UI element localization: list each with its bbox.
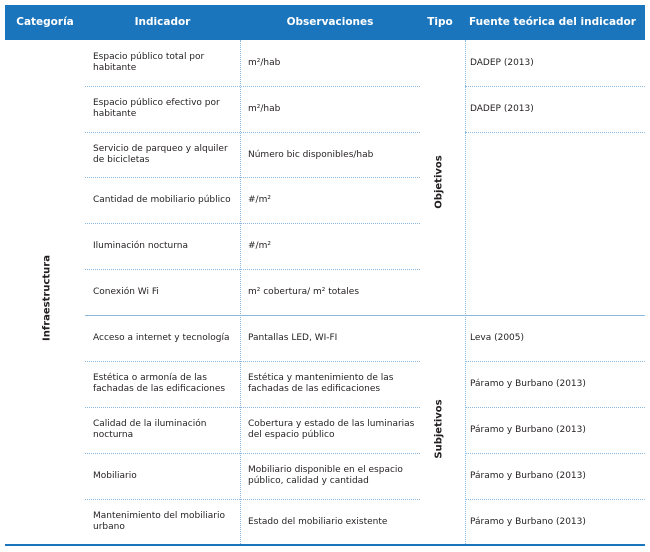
header-fuente: Fuente teórica del indicador [469, 16, 636, 28]
row-divider [85, 453, 420, 454]
table-header [5, 5, 645, 40]
row-divider [465, 453, 645, 454]
indicador-cell: Mantenimiento del mobiliario urbano [93, 511, 225, 532]
indicator-table [5, 5, 645, 545]
observaciones-cell: m²/hab [248, 103, 281, 114]
row-divider [465, 499, 645, 500]
header-observaciones: Observaciones [286, 16, 374, 28]
header-tipo: Tipo [427, 16, 453, 28]
observaciones-cell: Número bic disponibles/hab [248, 149, 374, 160]
row-divider [85, 132, 420, 133]
indicador-cell: Espacio público efectivo por habitante [93, 98, 220, 119]
fuente-cell: Páramo y Burbano (2013) [470, 470, 586, 481]
header-categoria: Categoría [16, 16, 74, 28]
row-divider [85, 223, 420, 224]
row-divider [465, 361, 645, 362]
section-divider [85, 315, 645, 316]
row-divider [465, 86, 645, 87]
row-divider [465, 132, 645, 133]
fuente-cell [470, 132, 640, 178]
table-bottom-rule [5, 544, 645, 546]
row-divider [85, 269, 420, 270]
indicador-cell: Servicio de parqueo y alquiler de bicicletas [93, 144, 228, 165]
fuente-cell: Páramo y Burbano (2013) [470, 516, 586, 527]
indicador-cell: Mobiliario [93, 470, 137, 481]
fuente-cell: DADEP (2013) [470, 103, 534, 114]
fuente-cell [470, 223, 640, 269]
indicador-cell: Estética o armonía de las fachadas de las edificaciones [93, 373, 226, 394]
observaciones-cell: m² cobertura/ m² totales [248, 286, 360, 297]
observaciones-cell: #/m² [248, 240, 271, 251]
indicador-cell: Acceso a internet y tecnología [93, 332, 230, 343]
observaciones-cell: Cobertura y estado de las luminarias del espacio público [248, 419, 415, 440]
fuente-cell: Páramo y Burbano (2013) [470, 424, 586, 435]
column-divider [240, 40, 241, 544]
fuente-cell: Leva (2005) [470, 332, 525, 343]
category-label: Infraestructura [41, 255, 53, 341]
fuente-cell: DADEP (2013) [470, 57, 534, 68]
indicador-cell: Iluminación nocturna [93, 240, 189, 251]
fuente-cell: Páramo y Burbano (2013) [470, 378, 586, 389]
row-divider [85, 407, 420, 408]
row-divider [85, 361, 420, 362]
observaciones-cell: Mobiliario disponible en el espacio público, calidad y cantidad [248, 465, 403, 486]
indicador-cell: Cantidad de mobiliario público [93, 194, 231, 205]
fuente-cell [470, 177, 640, 223]
indicador-cell: Calidad de la iluminación nocturna [93, 419, 207, 440]
fuente-cell [470, 269, 640, 315]
row-divider [465, 407, 645, 408]
observaciones-cell: #/m² [248, 194, 271, 205]
observaciones-cell: Estado del mobiliario existente [248, 516, 388, 527]
row-divider [85, 86, 420, 87]
row-divider [85, 499, 420, 500]
row-divider [85, 177, 420, 178]
indicador-cell: Espacio público total por habitante [93, 52, 205, 73]
observaciones-cell: Estética y mantenimiento de las fachadas de las edificaciones [248, 373, 394, 394]
header-indicador: Indicador [134, 16, 191, 28]
observaciones-cell: m²/hab [248, 57, 281, 68]
observaciones-cell: Pantallas LED, WI-FI [248, 332, 338, 343]
type-label-objetivos: Objetivos [433, 155, 445, 209]
column-divider [465, 40, 466, 544]
indicador-cell: Conexión Wi Fi [93, 286, 159, 297]
type-label-subjetivos: Subjetivos [433, 399, 445, 459]
